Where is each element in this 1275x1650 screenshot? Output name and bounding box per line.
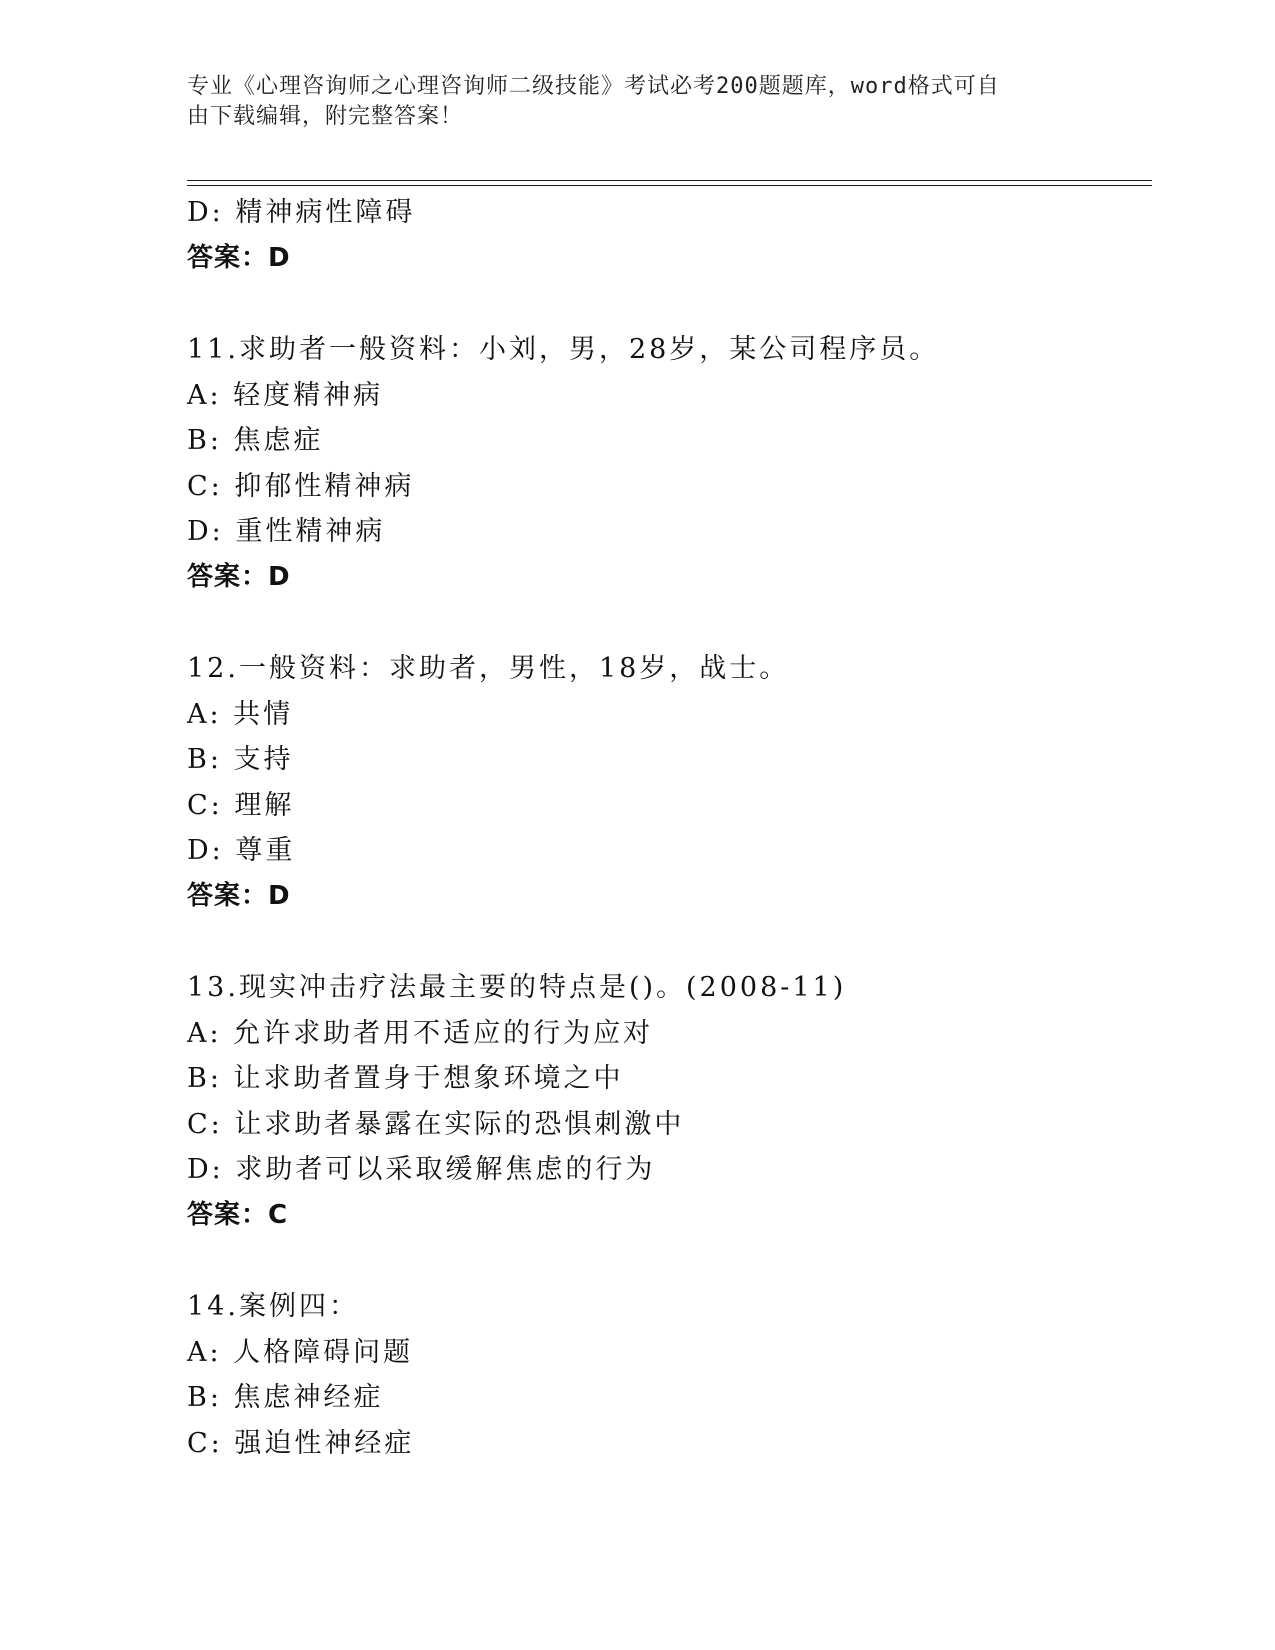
option-a: A: 人格障碍问题: [187, 1336, 414, 1368]
spacer: [187, 281, 1152, 327]
question-14: [187, 1284, 1152, 1466]
header-divider-top: [187, 180, 1152, 181]
option-c: C: 理解: [187, 789, 295, 821]
answer-line: 答案：D: [187, 242, 291, 273]
header-line-2: 由下载编辑，附完整答案！: [187, 104, 464, 129]
question-stem: 14.案例四：: [187, 1291, 359, 1322]
option-b: B: 支持: [187, 744, 294, 775]
question-stem: 13.现实冲击疗法最主要的特点是()。(2008-11): [187, 972, 847, 1003]
question-11: [187, 327, 1152, 600]
option-d: D: 重性精神病: [187, 516, 386, 547]
option-c: C: 强迫性神经症: [187, 1427, 415, 1459]
answer-line: 答案：C: [187, 1199, 289, 1230]
question-list: [187, 190, 1152, 1466]
option-d: D: 精神病性障碍: [187, 197, 416, 228]
option-a: A: 轻度精神病: [187, 379, 384, 411]
option-b: B: 焦虑神经症: [187, 1382, 384, 1413]
header-divider-bottom: [187, 185, 1152, 186]
question-13: [187, 965, 1152, 1238]
question-stem: 12.一般资料：求助者，男性，18岁，战士。: [187, 653, 790, 684]
answer-line: 答案：D: [187, 880, 291, 911]
option-d: D: 尊重: [187, 835, 296, 866]
question-12: [187, 646, 1152, 919]
spacer: [187, 1238, 1152, 1284]
option-c: C: 抑郁性精神病: [187, 470, 415, 502]
spacer: [187, 600, 1152, 646]
option-b: B: 让求助者置身于想象环境之中: [187, 1063, 624, 1094]
answer-line: 答案：D: [187, 561, 291, 592]
header-line-1: 专业《心理咨询师之心理咨询师二级技能》考试必考200题题库，word格式可自: [187, 74, 1000, 99]
spacer: [187, 919, 1152, 965]
question-10-tail: [187, 190, 1152, 281]
question-stem: 11.求助者一般资料：小刘，男，28岁，某公司程序员。: [187, 334, 940, 365]
option-a: A: 共情: [187, 698, 294, 730]
document-header: [187, 72, 1067, 132]
option-a: A: 允许求助者用不适应的行为应对: [187, 1017, 654, 1049]
option-d: D: 求助者可以采取缓解焦虑的行为: [187, 1154, 656, 1185]
option-b: B: 焦虑症: [187, 425, 324, 456]
option-c: C: 让求助者暴露在实际的恐惧刺激中: [187, 1108, 685, 1140]
